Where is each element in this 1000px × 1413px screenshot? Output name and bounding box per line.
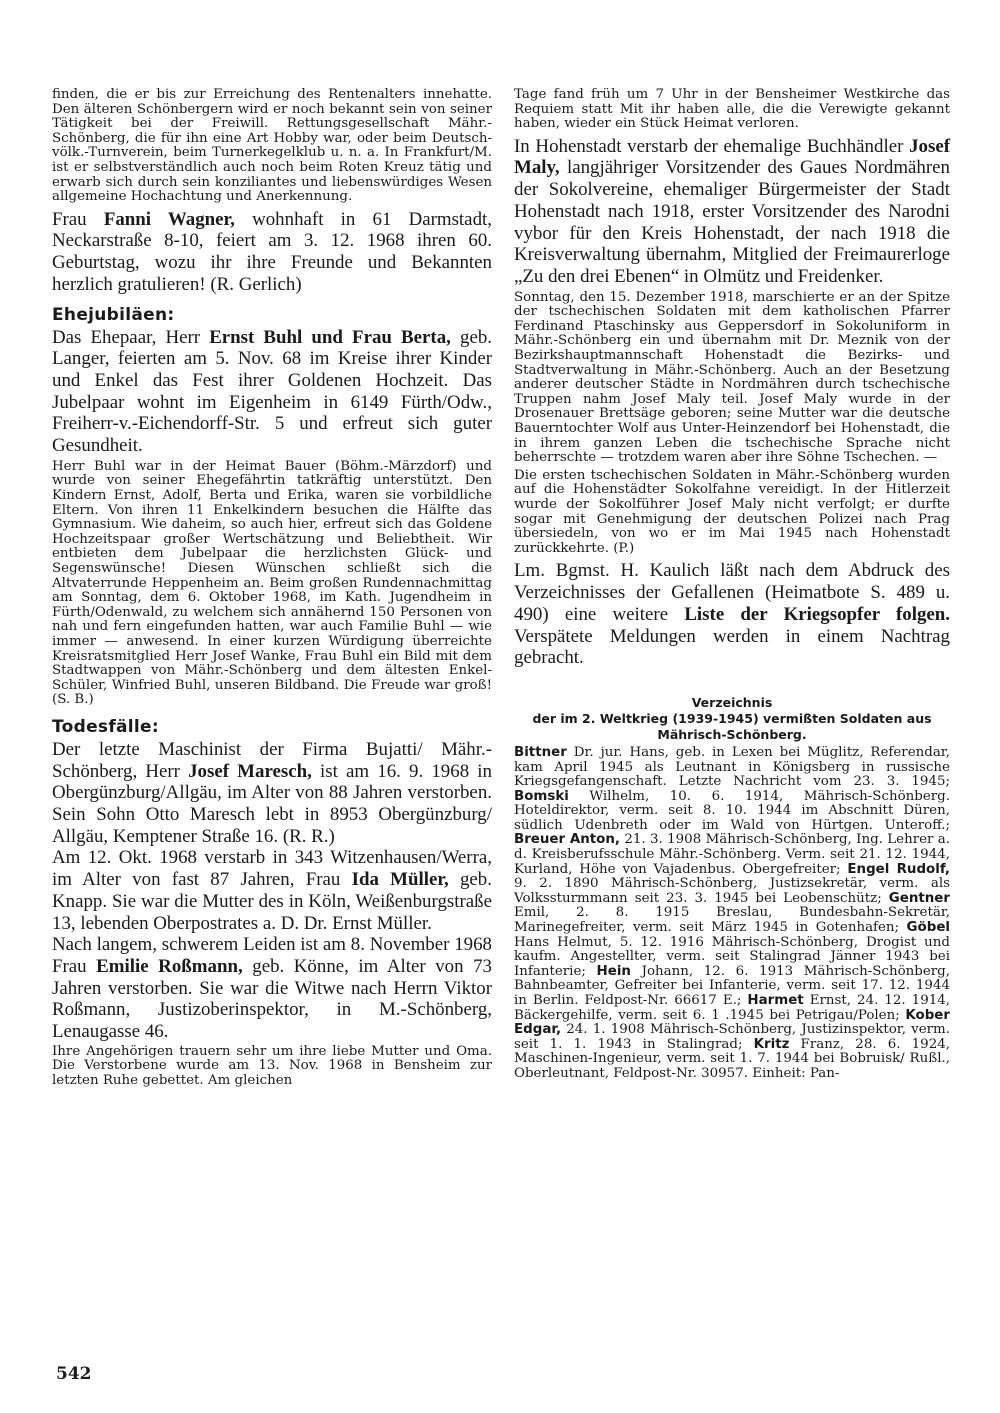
- list-title-verzeichnis: Verzeichnis: [691, 694, 773, 710]
- person-name-ernst-berta-buhl: Ernst Buhl und Frau Berta,: [209, 326, 451, 348]
- entry-text: 21. 3. 1908 Mährisch-Schönberg, Ing. Lehrer a. d. Kreisberufsschule Mähr.-Schönberg. Verm. seit 21. 12. 1944, Kurland, Höhe von Vajadenbus. Obergefreiter;: [514, 832, 951, 877]
- heading-todesfaelle: Todesfälle:: [52, 716, 159, 737]
- entry-name: Bomski: [514, 788, 569, 804]
- entry-name: Breuer Anton,: [514, 832, 620, 848]
- text-fragment: Der letzte Maschinist der Firma Bujatti/ Mähr.-Schönberg, Herr: [52, 738, 492, 782]
- entry-text: Franz, 28. 6. 1924, Maschinen-Ingenieur, verm. seit 1. 7. 1944 bei Bobruisk/ Rußl., Oberleutnant, Feldpost-Nr. 30957. Einheit: Pan-: [514, 1036, 950, 1081]
- entry-name: Kober Edgar,: [514, 1007, 950, 1038]
- text-fragment: wohnhaft in 61 Darmstadt, Neckarstraße 8-10, feiert am 3. 12. 1968 ihren 60. Geburtstag, wozu ihr ihre Freunde und Bekannten herzlich gratulieren! (R. Gerlich): [52, 208, 492, 295]
- text-fragment: Frau: [52, 208, 104, 230]
- text-fragment: geb. Könne, im Alter von 73 Jahren verstorben. Sie war die Witwe nach Herrn Viktor Roßmann, Justizoberinspektor, in M.-Schönberg, Lenaugasse 46.: [52, 955, 492, 1043]
- right-column: [514, 88, 950, 1082]
- text-fragment: ist am 16. 9. 1968 in Obergünzburg/Allgäu, im Alter von 88 Jahren verstorben. Sein Sohn Otto Maresch lebt in 8953 Obergünzburg/ Allgäu, Kemptener Straße 16. (R. R.): [52, 760, 492, 847]
- paragraph-ida-mueller: [52, 847, 492, 934]
- text-fragment: Das Ehepaar, Herr: [52, 326, 210, 348]
- paragraph-josef-maly: [514, 136, 950, 288]
- entry-text: Wilhelm, 10. 6. 1914, Mährisch-Schönberg. Hoteldirektor, verm. seit 8. 10. 1944 im Abschnitt Düren, südlich Udenbreth oder im Wald von Hürtgen. Unteroff.;: [514, 788, 950, 833]
- left-column: [52, 88, 492, 1089]
- text-fragment: In Hohenstadt verstarb der ehemalige Buchhändler: [514, 135, 910, 157]
- text-fragment: geb. Knapp. Sie war die Mutter des in Köln, Weißenburgstraße 13, lebenden Oberpostrates a. D. Dr. Ernst Müller.: [52, 869, 492, 934]
- emphasis-kriegsopfer: Liste der Kriegsopfer folgen.: [684, 603, 951, 625]
- person-name-emilie-rossmann: Emilie Roßmann,: [96, 955, 243, 977]
- paragraph-dezember-1918: Sonntag, den 15. Dezember 1918, marschierte er an der Spitze der tschechischen Soldaten mit dem katholischen Pfarrer Ferdinand Ptaschinsky aus Geppersdorf in Sokoluniform in Mähr.-Schönberg ein und übernahm mit Dr. Meznik von der Bezirkshauptmannschaft Hohenstadt die Bezirks- und Stadtverwaltung in Mähr.-Schönberg. Auch an der Besetzung anderer deutscher Städte in Nordmähren durch tschechische Truppen nahm Josef Maly teil. Josef Maly wurde in der Drosenauer Brettsäge geboren; seine Mutter war die deutsche Bauerntochter Wolf aus Unter-Heinzendorf bei Hohenstadt, die in ihrem ganzen Leben die tschechische Sprache nicht beherrschte — trotzdem waren aber ihre Söhne Tschechen. —: [514, 289, 950, 466]
- entry-text: Dr. jur. Hans, geb. in Lexen bei Müglitz, Referendar, kam April 1945 als Leutnant in Königsberg in russische Kriegsgefangenschaft. Letzte Nachricht vom 23. 3. 1945;: [514, 744, 950, 790]
- text-fragment: geb. Langer, feierten am 5. Nov. 68 im Kreise ihrer Kinder und Enkel das Fest ihrer Goldenen Hochzeit. Das Jubelpaar wohnt im Eigenheim in 6149 Fürth/Odw., Freiherr-v.-Eichendorff-Str. 5 und erfreut sich guter Gesundheit.: [52, 326, 492, 457]
- person-name-josef-maly: Josef Maly,: [514, 135, 950, 179]
- entry-text: 24. 1. 1908 Mährisch-Schönberg, Justizinspektor, verm. seit 1. 1. 1943 in Stalingrad;: [514, 1022, 950, 1052]
- text-fragment: Am 12. Okt. 1968 verstarb in 343 Witzenhausen/Werra, im Alter von fast 87 Jahren, Frau: [52, 847, 492, 891]
- paragraph-emilie-rossmann: [52, 934, 492, 1043]
- paragraph-fanni-wagner: [52, 209, 492, 296]
- text-fragment: Verspätete Meldungen werden in einem Nachtrag gebracht.: [514, 625, 950, 669]
- entry-name: Hein: [596, 963, 631, 979]
- paragraph-requiem: Tage fand früh um 7 Uhr in der Bensheimer Westkirche das Requiem statt Mit ihr haben alle, die die Verewigte gekannt haben, wieder ein Stück Heimat verloren.: [514, 87, 950, 132]
- entry-name: Engel Rudolf,: [847, 861, 950, 877]
- entry-name: Göbel: [906, 920, 950, 936]
- entry-name: Gentner: [888, 890, 950, 906]
- entry-text: Ernst, 24. 12. 1914, Bäckergehilfe, verm. seit 6. 1 .1945 bei Petrigau/Polen;: [514, 993, 951, 1023]
- list-subtitle: der im 2. Weltkrieg (1939-1945) vermißten Soldaten aus: [532, 710, 932, 726]
- text-fragment: langjähriger Vorsitzender des Gaues Nordmähren der Sokolvereine, ehemaliger Bürgermeister der Stadt Hohenstadt nach 1918, erster Vorsitzender des Narodni vybor für den Kreis Hohenstadt, der nach 1918 die Kreisverwaltung übernahm, Mitglied der Freimaurerloge „Zu den drei Ebenen“ in Olmütz und Freidenker.: [514, 157, 950, 287]
- paragraph-sokolfahne: Die ersten tschechischen Soldaten in Mähr.-Schönberg wurden auf die Hohenstädter Sokolfahne vereidigt. In der Hitlerzeit wurde der Sokolführer Josef Maly nicht verfolgt; er durfte sogar mit Genehmigung der deutschen Polizei nach Prag übersiedeln, von wo er im Mai 1945 nach Hohenstadt zurückkehrte. (P.): [514, 467, 950, 556]
- heading-ehejubilaeen: Ehejubiläen:: [52, 304, 175, 325]
- entry-text: Hans Helmut, 5. 12. 1916 Mährisch-Schönberg, Drogist und kaufm. Angestellter, verm. seit Stalingrad Jänner 1943 bei Infanterie;: [514, 934, 950, 979]
- person-name-fanni-wagner: Fanni Wagner,: [103, 208, 235, 230]
- paragraph-kaulich: [514, 560, 950, 669]
- paragraph-rentenalter: finden, die er bis zur Erreichung des Rentenalters innehatte. Den älteren Schönbergern wird er noch bekannt sein von seiner Tätigkeit bei der Freiwill. Rettungsgesellschaft Mähr.-Schönberg, die für ihn eine Art Hobby war, oder beim Deutsch-völk.-Turnverein, beim Turnerkegelklub u. n. a. In Frankfurt/M. ist er selbstverständlich auch noch beim Roten Kreuz tätig und erwarb sich durch sein konziliantes und liebenswürdiges Wesen allgemeine Hochachtung und Anerkennung.: [52, 87, 492, 205]
- page-number: 542: [56, 1364, 92, 1384]
- entry-name: Bittner: [514, 744, 567, 760]
- entry-name: Harmet: [747, 993, 804, 1008]
- person-name-josef-maresch: Josef Maresch,: [188, 760, 312, 782]
- paragraph-buhl-details: Herr Buhl war in der Heimat Bauer (Böhm.-Märzdorf) und wurde von seiner Ehegefährtin tatkräftig unterstützt. Den Kindern Ernst, Adolf, Berta und Erika, waren sie vorbildliche Eltern. Von ihren 11 Enkelkindern besuchen die Hälfte das Gymnasium. Wie daheim, so auch hier, erfreut sich das Goldene Hochzeitspaar großer Wertschätzung und Beliebtheit. Wir entbieten dem Jubelpaar die herzlichsten Glück- und Segenswünsche! Diesen Wünschen schließt sich die Altvaterrunde Heppenheim an. Beim großen Rundennachmittag am Sonntag, dem 6. Oktober 1968, im Kath. Jugendheim in Fürth/Odenwald, zu welchem sich annähernd 150 Personen von nah und fern eingefunden hatten, war auch Familie Buhl — wie immer — anwesend. In einer kurzen Würdigung überreichte Kreisratsmitglied Herr Josef Wanke, Frau Buhl ein Bild mit dem Stadtwappen von Mähr.-Schönberg und dem ältesten Enkel-Schüler, Winfried Buhl, unseren Bildband. Die Freude war groß! (S. B.): [52, 458, 492, 708]
- missing-soldiers-list: [514, 746, 950, 1082]
- text-fragment: Nach langem, schwerem Leiden ist am 8. November 1968 Frau: [52, 934, 492, 977]
- person-name-ida-mueller: Ida Müller,: [351, 869, 449, 891]
- paragraph-angehoerige: Ihre Angehörigen trauern sehr um ihre liebe Mutter und Oma. Die Verstorbene wurde am 13. Nov. 1968 in Bensheim zur letzten Ruhe gebettet. Am gleichen: [52, 1043, 492, 1088]
- paragraph-josef-maresch: [52, 739, 492, 848]
- entry-text: Johann, 12. 6. 1913 Mährisch-Schönberg, Bahnbeamter, Gefreiter bei Infanterie, verm. seit 17. 12. 1944 in Berlin. Feldpost-Nr. 66617 E.;: [514, 963, 950, 1008]
- entry-text: 9. 2. 1890 Mährisch-Schönberg, Justizsekretär, verm. als Volkssturmmann seit 23. 3. 1945 bei Leobenschütz;: [514, 876, 950, 906]
- entry-text: Emil, 2. 8. 1915 Breslau, Bundesbahn-Sekretär, Marinegefreiter, verm. seit März 1945 in Gotenhafen;: [514, 905, 950, 936]
- text-fragment: Lm. Bgmst. H. Kaulich läßt nach dem Abdruck des Verzeichnisses der Gefallenen (Heimatbote S. 489 u. 490) eine weitere: [514, 560, 950, 625]
- paragraph-buhl-jubilee: [52, 327, 492, 457]
- list-subtitle-place: Mährisch-Schönberg.: [657, 726, 807, 742]
- entry-name: Kritz: [753, 1036, 790, 1052]
